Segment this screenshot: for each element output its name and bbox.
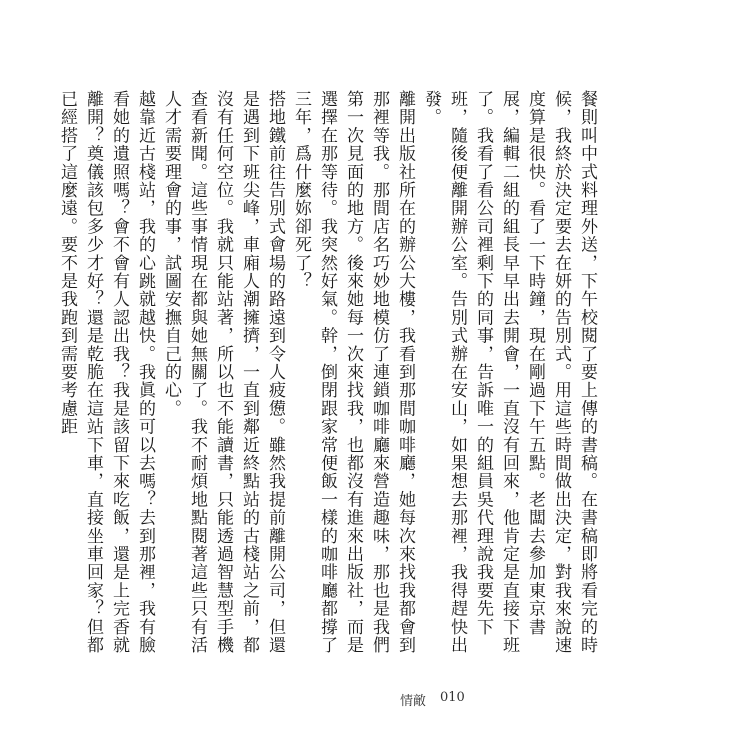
book-title: 情敵 [400,694,427,709]
paragraph-4: 越靠近古棧站，我的心跳就越快。我眞的可以去嗎？去到那裡，我有臉看她的遺照嗎？會不會有人認出我？我是該留下來吃飯，還是上完香就離開？奠儀該包多少才好？還是乾脆在這站下車，直接坐車回家？但都已經搭了這麼遠。要不是我跑到需要考慮距 [57,90,155,655]
page-number: 010 [440,690,465,705]
paragraph-2: 離開出版社所在的辦公大樓，我看到那間咖啡廳，她每次來找我都會到那裡等我。那間店名巧妙地模仿了連鎖咖啡廳來營造趣味，那也是我們第一次見面的地方。後來她每一次來找我，也都沒有進來出版社，而是選擇在那等待。我突然好氣。幹，倒閉跟家常便飯一樣的咖啡廳都撐了三年，爲什麼妳卻死了？ [291,90,415,655]
paragraph-1: 餐則叫中式料理外送，下午校閱了要上傳的書稿。在書稿即將看完的時候，我終於決定要去在妍的告別式。用這些時間做出決定，對我來說速度算是很快。看了一下時鐘，現在剛過下午五點。老闆去參加東京書展，編輯二組的組長早早出去開會，一直沒有回來，他肯定是直接下班了。我看了看公司裡剩下的同事，告訴唯一的組員吳代理說我要先下班，隨後便離開辦公室。告別式辦在安山，如果想去那裡，我得趕快出發。 [421,90,597,655]
page-footer [400,690,700,709]
vertical-text-body [57,90,600,660]
paragraph-3: 搭地鐵前往告別式會場的路遠到令人疲憊。雖然我提前離開公司，但還是遇到下班尖峰，車廂人潮擁擠，一直到鄰近終點站的古棧站之前，都沒有任何空位。我就只能站著，所以也不能讀書，只能透過智慧型手機查看新聞。這些事情現在都與她無關了。我不耐煩地點閱著這些只有活人才需要理會的事，試圖安撫自己的心。 [161,90,285,655]
